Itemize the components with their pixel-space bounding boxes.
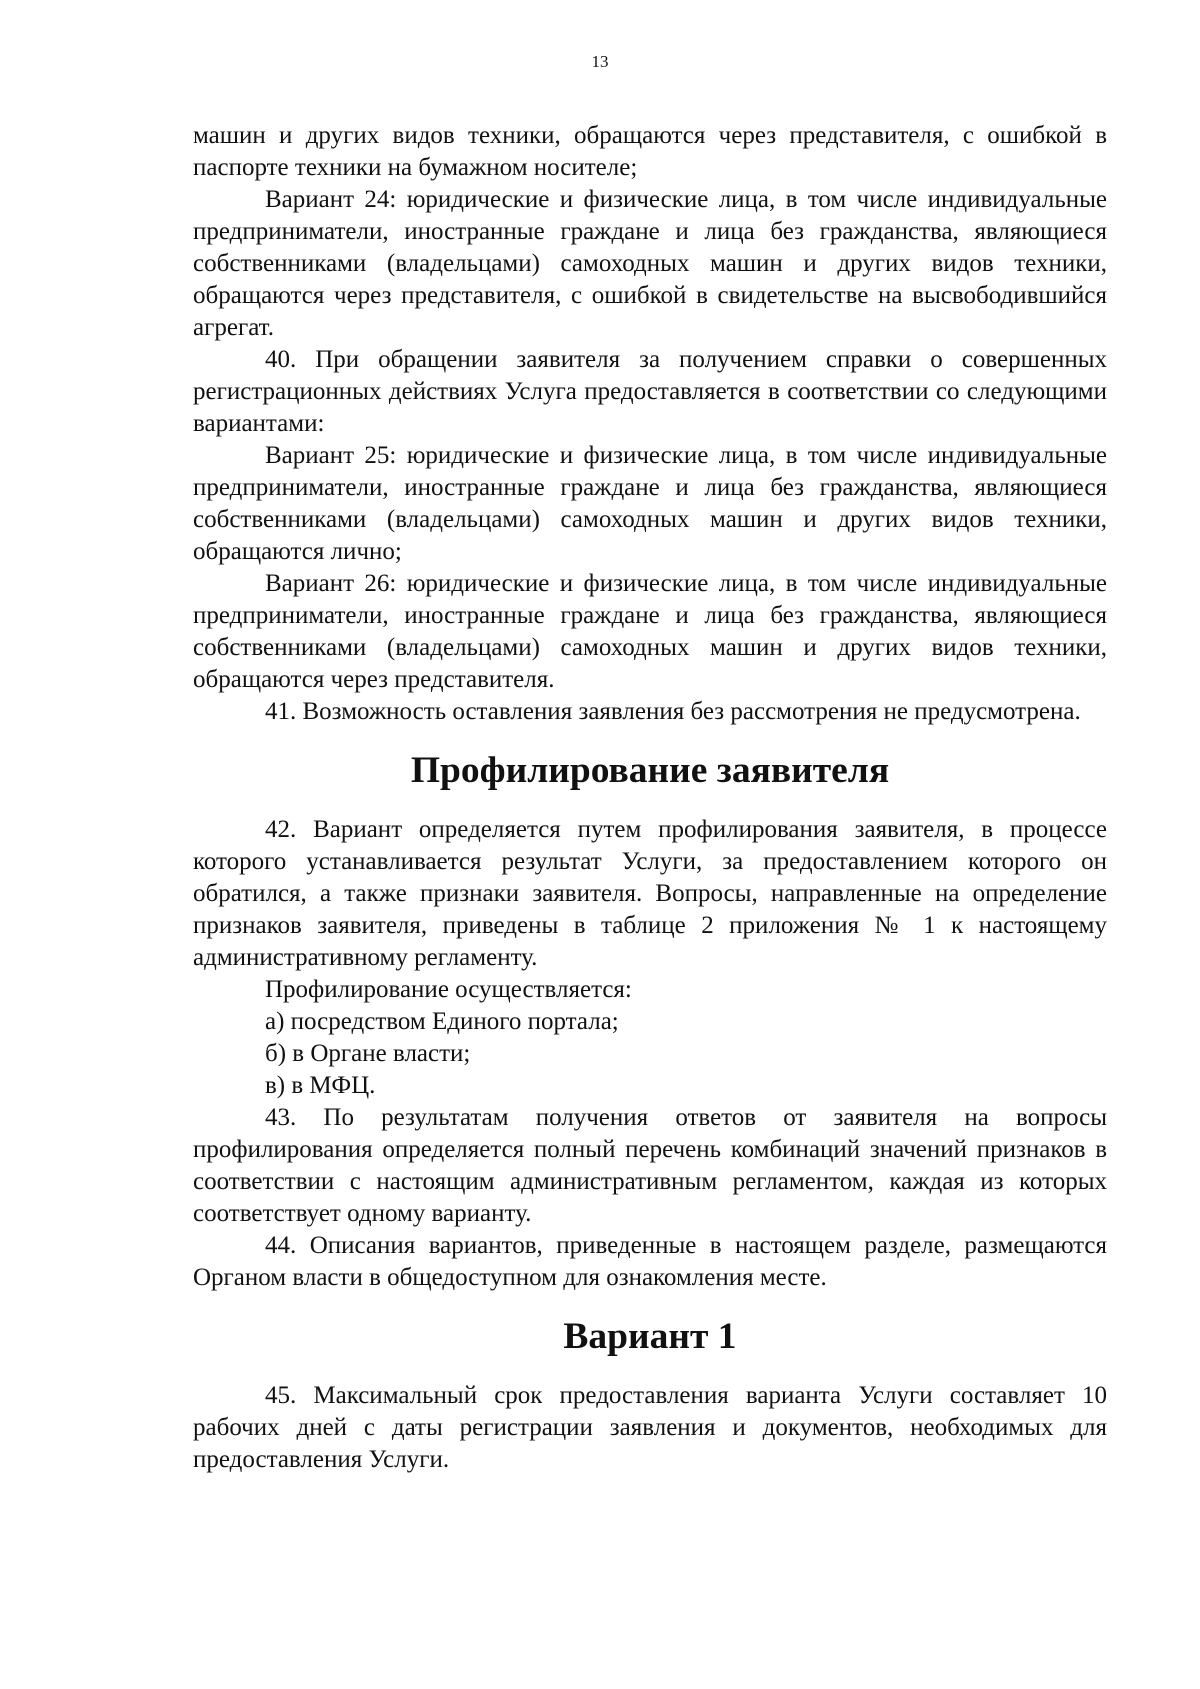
paragraph-variant-26: Вариант 26: юридические и физические лица, в том числе индивидуальные предприниматели, иностранные граждане и лица без гражданства, являющиеся собственниками (владельцами) самоходных машин и других видов техники, обращаются через представителя. <box>193 570 1107 693</box>
paragraph-variant-25: Вариант 25: юридические и физические лица, в том числе индивидуальные предприниматели, иностранные граждане и лица без гражданства, являющиеся собственниками (владельцами) самоходных машин и других видов техники, обращаются лично; <box>193 442 1107 565</box>
paragraph-profiling-intro: Профилирование осуществляется: <box>265 976 632 1003</box>
paragraph-41: 41. Возможность оставления заявления без рассмотрения не предусмотрена. <box>265 698 1081 725</box>
paragraph-43: 43. По результатам получения ответов от заявителя на вопросы профилирования определяется полный перечень комбинаций значений признаков в соответствии с настоящим административным регламентом, каждая из которых соответствует одному варианту. <box>193 1104 1107 1227</box>
paragraph-40: 40. При обращении заявителя за получением справки о совершенных регистрационных действиях Услуга предоставляется в соответствии со следующими вариантами: <box>193 346 1107 437</box>
paragraph-42: 42. Вариант определяется путем профилирования заявителя, в процессе которого устанавливается результат Услуги, за предоставлением которого он обратился, а также признаки заявителя. Вопросы, направленные на определение признаков заявителя, приведены в таблице 2 приложения № 1 к настоящему административному регламенту. <box>193 816 1107 971</box>
paragraph-continuation: машин и других видов техники, обращаются через представителя, с ошибкой в паспорте техники на бумажном носителе; <box>193 122 1107 181</box>
section-heading-profiling: Профилирование заявителя <box>410 750 890 791</box>
paragraph-variant-24: Вариант 24: юридические и физические лица, в том числе индивидуальные предприниматели, иностранные граждане и лица без гражданства, являющиеся собственниками (владельцами) самоходных машин и других видов техники, обращаются через представителя, с ошибкой в свидетельстве на высвободившийся агрегат. <box>193 186 1107 341</box>
section-heading-variant-1: Вариант 1 <box>563 1316 737 1357</box>
page-number: 13 <box>591 52 609 71</box>
list-item-a: а) посредством Единого портала; <box>265 1008 619 1035</box>
paragraph-45: 45. Максимальный срок предоставления варианта Услуги составляет 10 рабочих дней с даты регистрации заявления и документов, необходимых для предоставления Услуги. <box>193 1382 1107 1473</box>
list-item-b: б) в Органе власти; <box>265 1040 471 1067</box>
list-item-v: в) в МФЦ. <box>265 1072 376 1099</box>
paragraph-44: 44. Описания вариантов, приведенные в настоящем разделе, размещаются Органом власти в общедоступном для ознакомления месте. <box>193 1232 1107 1291</box>
document-body <box>193 120 1107 1476</box>
